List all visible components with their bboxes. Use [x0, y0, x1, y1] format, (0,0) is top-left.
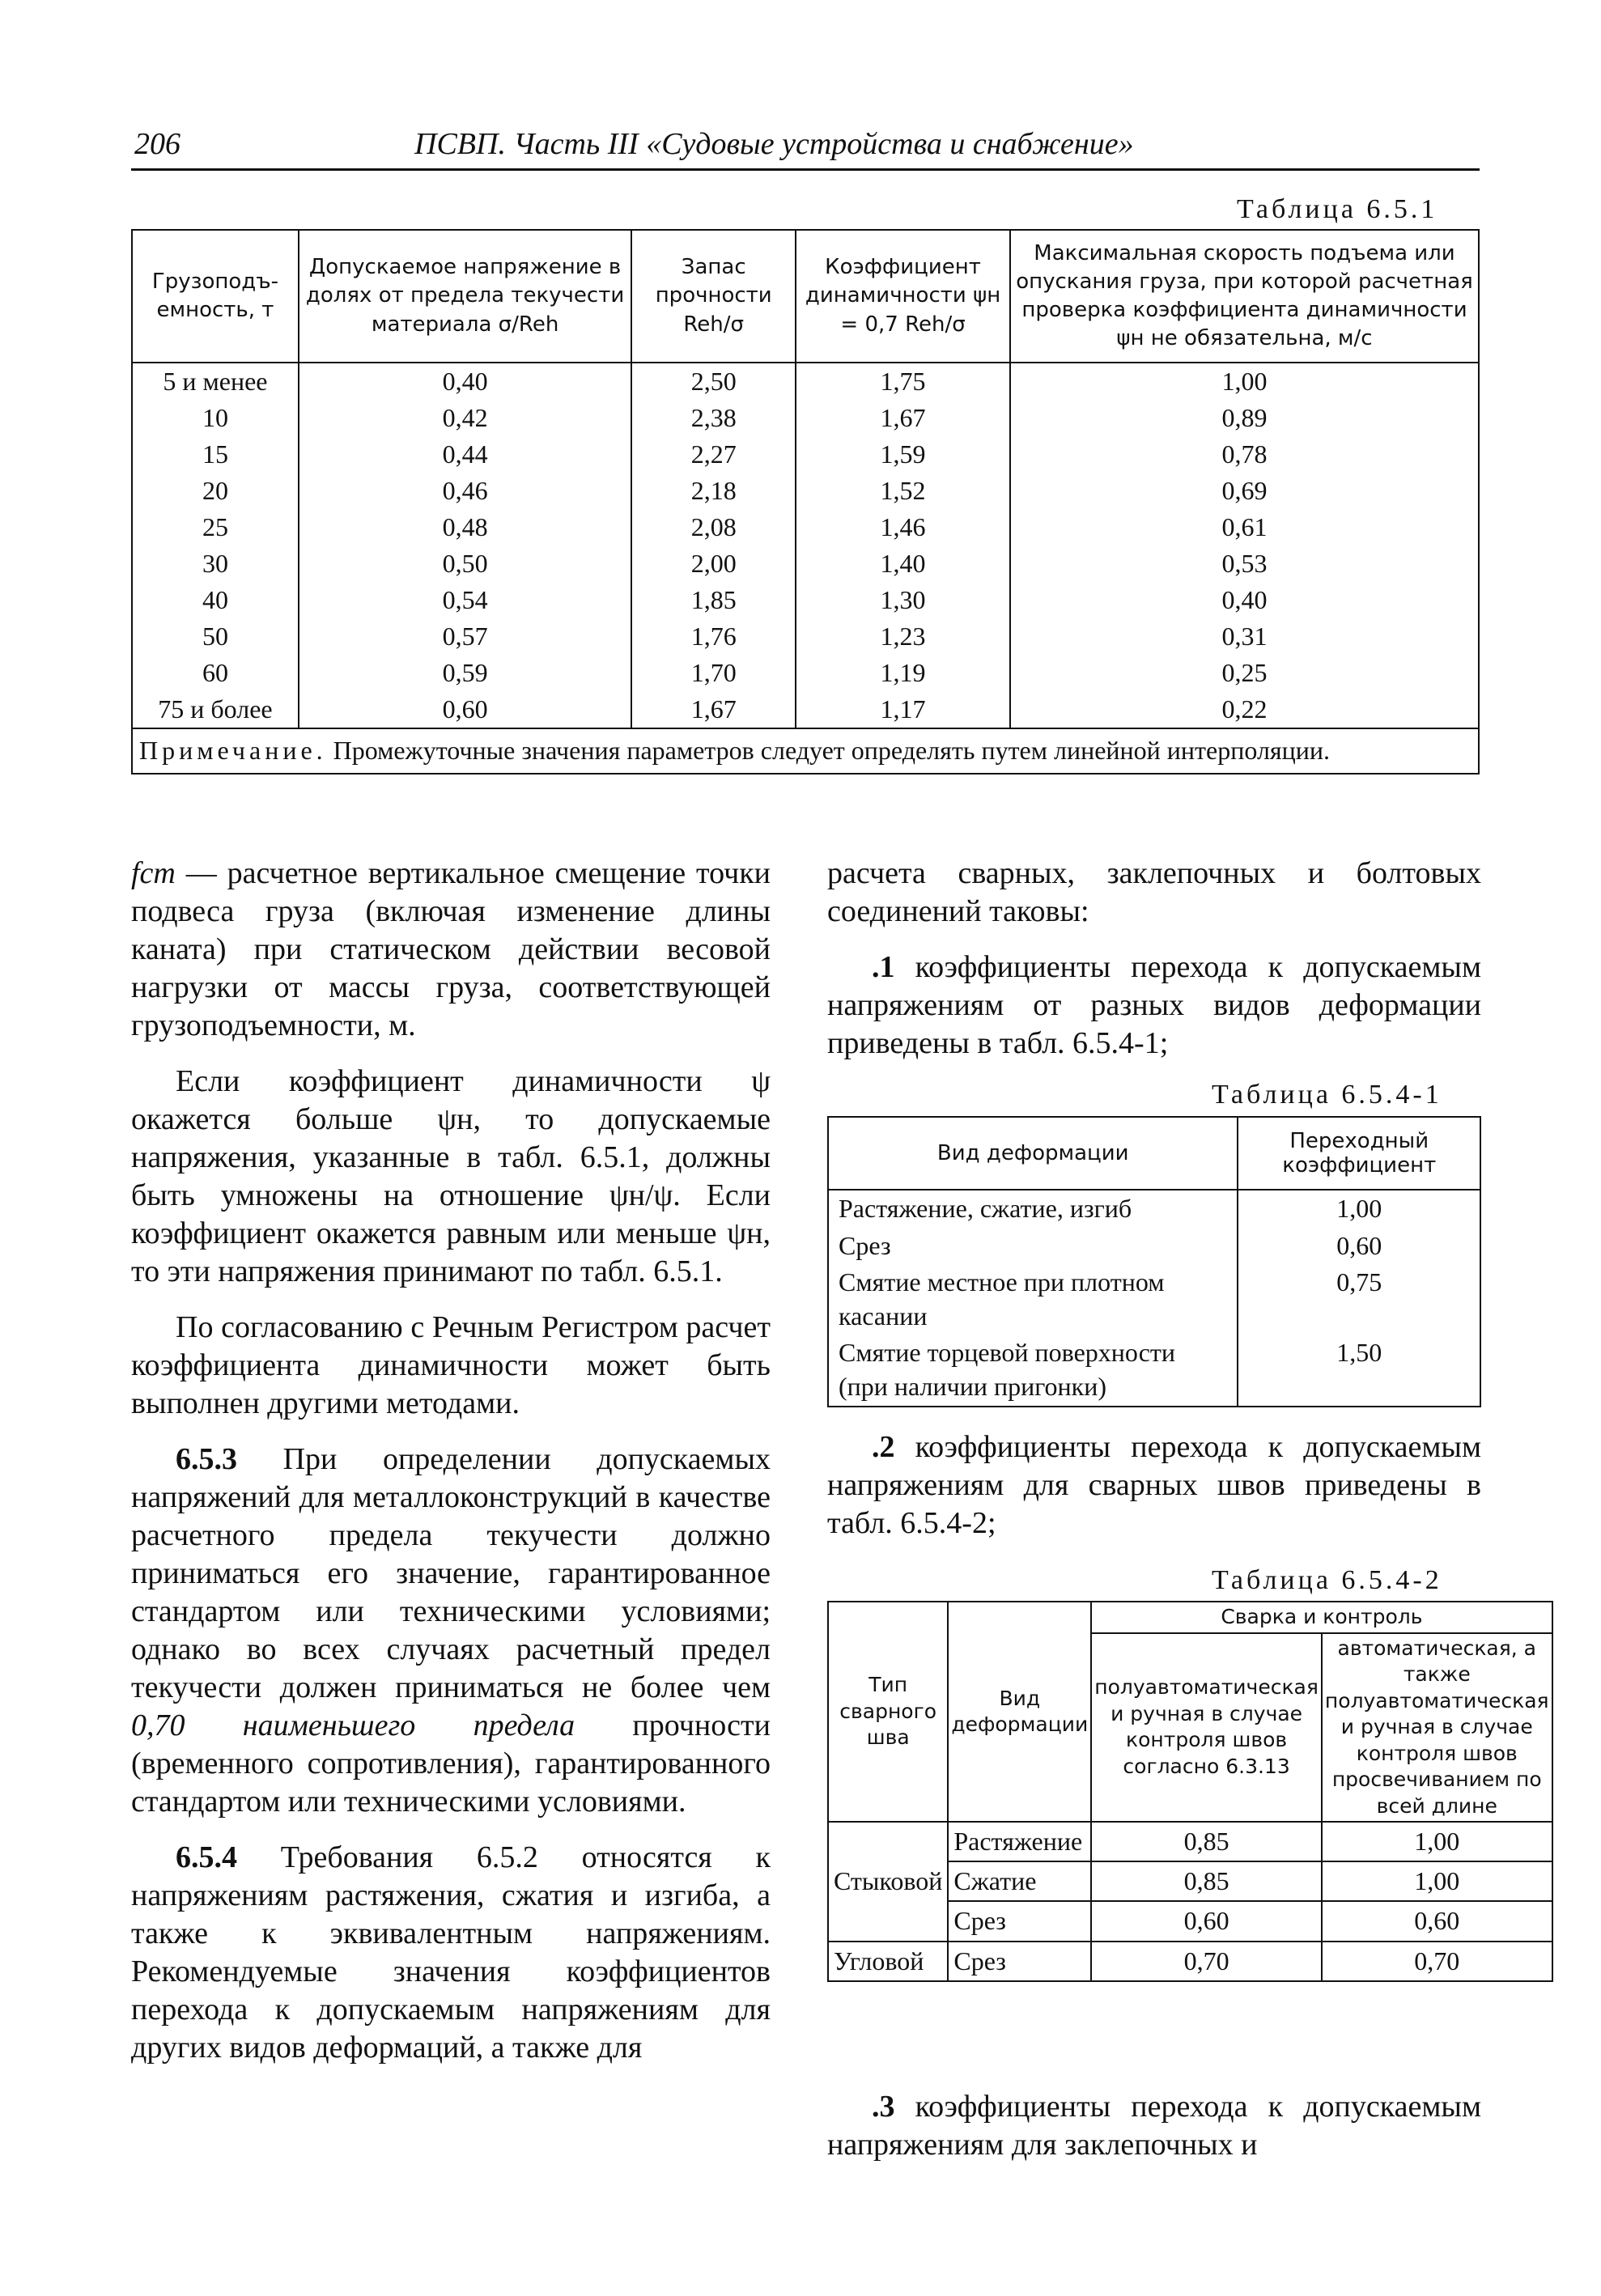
table-cell: 0,25: [1010, 655, 1479, 691]
paragraph-dynamic-coefficient: Если коэффициент динамичности ψ окажется больше ψн, то допускаемые напряжения, указанные в табл. 6.5.1, должны быть умножены на отношение ψн/ψ. Если коэффициент окажется равным или меньше ψн, то эти напряжения принимают по табл. 6.5.1.: [131, 1064, 771, 1288]
list-item-1: [827, 949, 1481, 1063]
list-item-text: коэффициенты перехода к допускаемым напряжениям от разных видов деформации приведены в табл. 6.5.4-1;: [827, 950, 1481, 1060]
table-note: [132, 728, 1479, 774]
table-cell: 15: [132, 436, 299, 473]
table-cell: Смятие местное при плотном касании: [828, 1264, 1238, 1335]
table-row: [132, 618, 1479, 655]
table-cell: 60: [132, 655, 299, 691]
table-6-5-4-2-caption: Таблица 6.5.4-2: [1212, 1565, 1442, 1595]
table-row: [828, 1190, 1480, 1228]
table-cell: 2,27: [631, 436, 796, 473]
table-cell: 0,57: [299, 618, 631, 655]
table-cell: 0,50: [299, 545, 631, 582]
table-cell: 0,54: [299, 582, 631, 618]
table-cell: 50: [132, 618, 299, 655]
col-header-weld-type: Тип сварного шва: [828, 1602, 948, 1822]
table-cell: 0,69: [1010, 473, 1479, 509]
table-cell: 1,00: [1322, 1822, 1552, 1861]
table-cell: 1,52: [796, 473, 1010, 509]
right-text-column-middle: [827, 1428, 1481, 1543]
table-row: [828, 1822, 1552, 1861]
table-cell: 1,00: [1322, 1861, 1552, 1901]
list-item-text: коэффициенты перехода к допускаемым напряжениям для сварных швов приведены в табл. 6.5.4-2;: [827, 1430, 1481, 1540]
table-cell: Растяжение, сжатие, изгиб: [828, 1190, 1238, 1228]
table-cell: Растяжение: [948, 1822, 1091, 1861]
right-text-column-top: [827, 855, 1481, 1063]
col-header-dynamic-coefficient: Коэффициент динамичности ψн = 0,7 Reh/σ: [796, 230, 1010, 363]
table-cell: 0,60: [1238, 1228, 1480, 1265]
section-text-italic: 0,70 наименьшего предела: [131, 1708, 575, 1742]
table-row: [828, 1942, 1552, 1981]
table-cell: Смятие торцевой поверхности (при наличии пригонки): [828, 1335, 1238, 1406]
table-cell: 2,18: [631, 473, 796, 509]
page-header: [131, 120, 1480, 171]
table-cell: 0,78: [1010, 436, 1479, 473]
weld-type-fillet: Угловой: [828, 1942, 948, 1981]
table-cell: 1,70: [631, 655, 796, 691]
paragraph-register-agreement: По согласованию с Речным Регистром расчет коэффициента динамичности может быть выполнен другими методами.: [131, 1310, 771, 1420]
table-row: [132, 473, 1479, 509]
running-title: ПСВП. Часть III «Судовые устройства и снабжение»: [414, 127, 1134, 161]
table-cell: 10: [132, 400, 299, 436]
table-cell: 0,60: [1091, 1901, 1322, 1941]
list-item-2: [827, 1428, 1481, 1543]
section-text: прочности (временного сопротивления), гарантированного стандартом или техническими условиями.: [131, 1708, 771, 1819]
table-row: [828, 1264, 1480, 1335]
section-number: 6.5.4: [176, 1840, 237, 1874]
table-cell: Сжатие: [948, 1861, 1091, 1901]
table-cell: 0,59: [299, 655, 631, 691]
table-row: [828, 1335, 1480, 1406]
list-item-text: коэффициенты перехода к допускаемым напряжениям для заклепочных и: [827, 2090, 1481, 2162]
right-text-column-bottom: [827, 2088, 1481, 2164]
table-cell: 0,40: [299, 363, 631, 400]
table-cell: 0,42: [299, 400, 631, 436]
col-header-welding-control: Сварка и контроль: [1091, 1602, 1552, 1633]
table-row: [132, 582, 1479, 618]
table-6-5-1-caption: Таблица 6.5.1: [1237, 194, 1438, 224]
table-row: [132, 691, 1479, 728]
col-header-deformation: Вид деформации: [948, 1602, 1091, 1822]
table-cell: 0,60: [1322, 1901, 1552, 1941]
table-cell: 1,19: [796, 655, 1010, 691]
col-header-capacity: Грузоподъ-емность, т: [132, 230, 299, 363]
table-note-row: [132, 728, 1479, 774]
table-cell: 0,70: [1322, 1942, 1552, 1981]
table-row: [132, 509, 1479, 545]
note-text: Промежуточные значения параметров следует определять путем линейной интерполяции.: [333, 736, 1330, 765]
table-6-5-4-1: [827, 1116, 1481, 1407]
table-cell: 1,59: [796, 436, 1010, 473]
table-header-row: [132, 230, 1479, 363]
table-cell: 1,23: [796, 618, 1010, 655]
list-item-number: .1: [872, 950, 895, 984]
table-cell: 1,50: [1238, 1335, 1480, 1406]
table-cell: 1,00: [1010, 363, 1479, 400]
table-6-5-4-1-caption: Таблица 6.5.4-1: [1212, 1080, 1442, 1110]
table-row: [132, 363, 1479, 400]
col-header-automatic: автоматическая, а также полуавтоматическая и ручная в случае контроля швов просвечиванием по всей длине: [1322, 1633, 1552, 1823]
table-cell: 1,17: [796, 691, 1010, 728]
table-cell: 0,40: [1010, 582, 1479, 618]
list-item-number: .3: [872, 2090, 895, 2124]
table-header-row: [828, 1117, 1480, 1190]
table-cell: 2,38: [631, 400, 796, 436]
table-row: [132, 545, 1479, 582]
col-header-semi-auto: полуавтоматическая и ручная в случае контроля швов согласно 6.3.13: [1091, 1633, 1322, 1823]
weld-type-butt: Стыковой: [828, 1822, 948, 1942]
note-label: Примечание.: [139, 736, 327, 765]
list-item-3: [827, 2088, 1481, 2164]
table-row: [132, 436, 1479, 473]
table-row: [132, 400, 1479, 436]
section-text: Требования 6.5.2 относятся к напряжениям растяжения, сжатия и изгиба, а также к эквивалентным напряжениям. Рекомендуемые значения коэффициентов перехода к допускаемым напряжениям для других видов деформаций, а также для: [131, 1840, 771, 2065]
table-cell: 1,76: [631, 618, 796, 655]
table-cell: Срез: [948, 1942, 1091, 1981]
table-cell: 20: [132, 473, 299, 509]
table-cell: 75 и более: [132, 691, 299, 728]
table-cell: 2,50: [631, 363, 796, 400]
col-header-safety-margin: Запас прочности Reh/σ: [631, 230, 796, 363]
left-text-column: [131, 855, 771, 2067]
table-cell: 0,70: [1091, 1942, 1322, 1981]
table-cell: Срез: [828, 1228, 1238, 1265]
section-6-5-4: [131, 1839, 771, 2067]
table-cell: 0,53: [1010, 545, 1479, 582]
table-cell: 2,00: [631, 545, 796, 582]
paragraph-connections: расчета сварных, заклепочных и болтовых соединений таковы:: [827, 856, 1481, 928]
table-cell: 0,85: [1091, 1861, 1322, 1901]
col-header-coefficient: Переходный коэффициент: [1238, 1117, 1480, 1190]
table-cell: 2,08: [631, 509, 796, 545]
table-cell: Срез: [948, 1901, 1091, 1941]
table-cell: 0,31: [1010, 618, 1479, 655]
page-number: 206: [134, 127, 180, 161]
table-6-5-1: [131, 229, 1480, 775]
col-header-allowable-stress: Допускаемое напряжение в долях от предела текучести материала σ/Reh: [299, 230, 631, 363]
table-cell: 0,89: [1010, 400, 1479, 436]
table-cell: 0,22: [1010, 691, 1479, 728]
table-cell: 5 и менее: [132, 363, 299, 400]
table-cell: 1,85: [631, 582, 796, 618]
table-cell: 0,61: [1010, 509, 1479, 545]
table-6-5-4-2: [827, 1601, 1553, 1982]
table-cell: 40: [132, 582, 299, 618]
list-item-number: .2: [872, 1430, 895, 1464]
table-cell: 25: [132, 509, 299, 545]
paragraph-fst: [131, 855, 771, 1045]
table-cell: 1,46: [796, 509, 1010, 545]
table-cell: 0,85: [1091, 1822, 1322, 1861]
table-header-row: [828, 1602, 1552, 1633]
table-cell: 1,30: [796, 582, 1010, 618]
table-cell: 1,75: [796, 363, 1010, 400]
fst-symbol: fст: [131, 856, 176, 890]
table-cell: 1,00: [1238, 1190, 1480, 1228]
section-number: 6.5.3: [176, 1442, 237, 1476]
col-header-max-speed: Максимальная скорость подъема или опускания груза, при которой расчетная проверка коэффициента динамичности ψн не обязательна, м/с: [1010, 230, 1479, 363]
fst-definition: — расчетное вертикальное смещение точки подвеса груза (включая изменение длины каната) при статическом действии весовой нагрузки от массы груза, соответствующей грузоподъемности, м.: [131, 856, 771, 1042]
table-cell: 30: [132, 545, 299, 582]
table-cell: 1,40: [796, 545, 1010, 582]
table-row: [132, 655, 1479, 691]
col-header-deformation: Вид деформации: [828, 1117, 1238, 1190]
table-cell: 0,48: [299, 509, 631, 545]
section-6-5-3: [131, 1441, 771, 1821]
table-cell: 1,67: [796, 400, 1010, 436]
section-text: При определении допускаемых напряжений для металлоконструкций в качестве расчетного предела текучести должно приниматься его значение, гарантированное стандартом или техническими условиями; однако во всех случаях расчетный предел текучести должен приниматься не более чем: [131, 1442, 771, 1704]
table-cell: 0,46: [299, 473, 631, 509]
table-cell: 0,75: [1238, 1264, 1480, 1335]
table-cell: 0,60: [299, 691, 631, 728]
table-row: [828, 1228, 1480, 1265]
table-cell: 1,67: [631, 691, 796, 728]
table-cell: 0,44: [299, 436, 631, 473]
